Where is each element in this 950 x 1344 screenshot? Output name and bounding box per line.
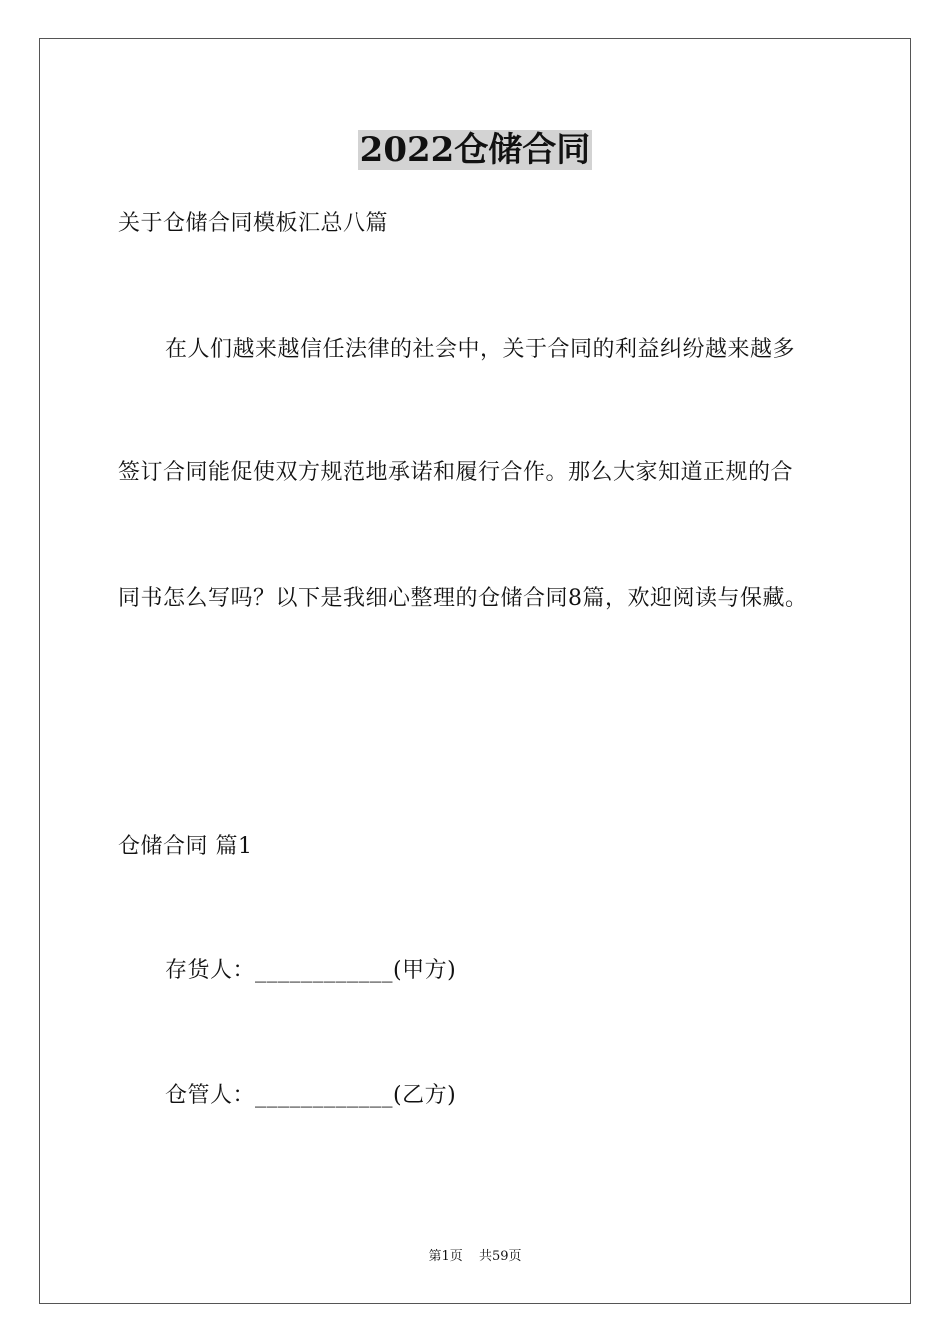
section-heading: 仓储合同 篇1 [118, 834, 253, 859]
document-title [0, 128, 950, 172]
intro-line-3: 同书怎么写吗？以下是我细心整理的仓储合同8篇，欢迎阅读与保藏。 [118, 586, 808, 611]
page-footer [0, 1248, 950, 1266]
party-b-line: 仓管人：____________(乙方) [165, 1083, 457, 1108]
document-subtitle: 关于仓储合同模板汇总八篇 [118, 211, 389, 236]
document-title-text: 2022仓储合同 [359, 130, 591, 170]
intro-line-2: 签订合同能促使双方规范地承诺和履行合作。那么大家知道正规的合 [118, 460, 794, 485]
page-current: 第1页 [428, 1249, 463, 1264]
party-a-line: 存货人：____________(甲方) [165, 958, 457, 983]
page-total: 共59页 [478, 1249, 522, 1264]
intro-line-1: 在人们越来越信任法律的社会中，关于合同的利益纠纷越来越多 [165, 337, 796, 362]
